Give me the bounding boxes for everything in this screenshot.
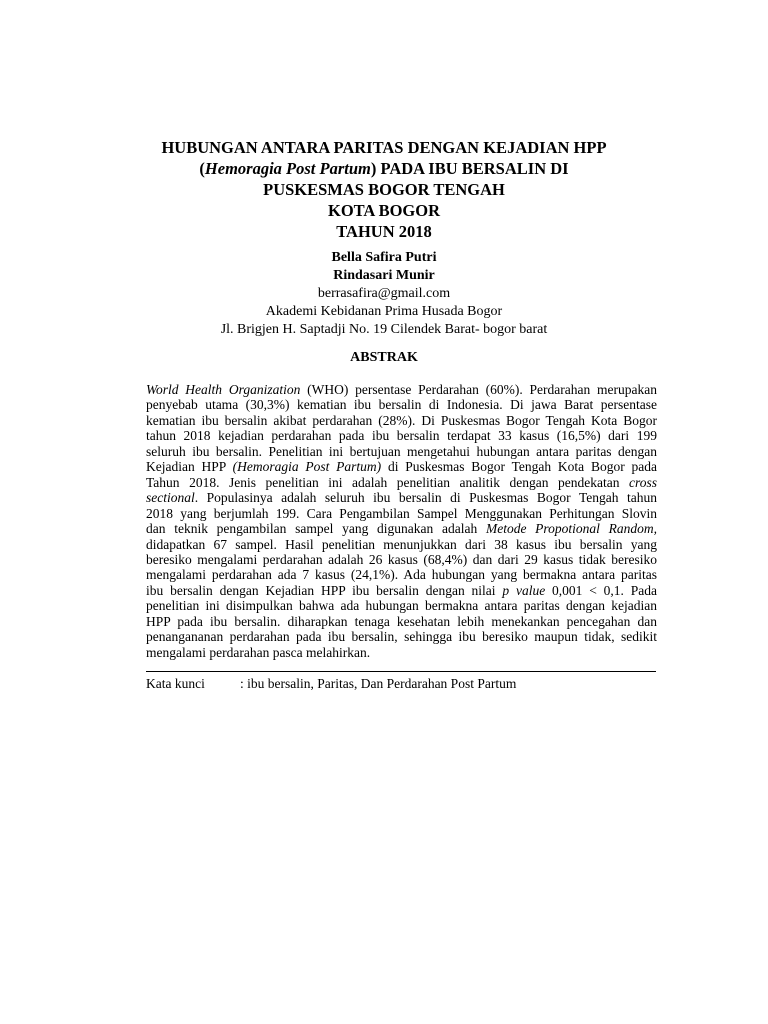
abstract-line: ibu bersalin dengan Kejadian HPP ibu bersalin dengan nilai p value 0,001 < 0,1. Pada [146,582,657,598]
abstract-line: beresiko mengalami perdarahan adalah 26 kasus (68,4%) dan dari 29 kasus tidak beresiko [146,551,657,567]
author-email: berrasafira@gmail.com [317,286,451,301]
author-block [120,249,648,339]
author-address: Jl. Brigjen H. Saptadji No. 19 Cilendek Barat- bogor barat [220,322,548,337]
abstract-line: seluruh ibu bersalin. Penelitian ini bertujuan mengetahui hubungan antara paritas dengan [146,443,657,459]
abstract-line: HPP pada ibu bersalin. diharapkan tenaga kesehatan lebih menekankan pencegahan dan [146,613,657,629]
title-line-5: TAHUN 2018 [336,222,432,241]
title-line-2: (Hemoragia Post Partum) PADA IBU BERSALIN DI [199,159,569,178]
author-institution: Akademi Kebidanan Prima Husada Bogor [265,304,503,319]
abstract-line: penangananan perdarahan pada ibu bersalin, sehingga ibu beresiko maupun tidak, sedikit [146,629,657,645]
keywords-label: Kata kunci [146,676,205,691]
abstract-line: tahun 2018 kejadian perdarahan pada ibu bersalin terdapat 33 kasus (16,5%) dari 199 [146,428,657,444]
author-name-2: Rindasari Munir [333,268,435,283]
title-line-3: PUSKESMAS BOGOR TENGAH [263,180,505,199]
abstract-heading: ABSTRAK [350,350,418,365]
abstract-line: penelitian ini disimpulkan bahwa ada hubungan bermakna antara paritas dengan kejadian [146,598,657,614]
keywords-line [146,676,516,692]
author-name-1: Bella Safira Putri [331,250,437,265]
abstract-line: didapatkan 67 sampel. Hasil penelitian menunjukkan dari 38 kasus ibu bersalin yang [146,536,657,552]
abstract-line: mengalami perdarahan pasca melahirkan. [146,644,371,660]
abstract-body [146,382,657,660]
abstract-line: mengalami perdarahan ada 7 kasus (24,1%). Ada hubungan yang bermakna antara paritas [146,567,657,583]
abstract-line: 2018 yang berjumlah 199. Cara Pengambilan Sampel Menggunakan Perhitungan Slovin [146,505,657,521]
abstract-line: World Health Organization (WHO) persentase Perdarahan (60%). Perdarahan merupakan [146,382,657,397]
title-line-1: HUBUNGAN ANTARA PARITAS DENGAN KEJADIAN HPP [161,138,607,157]
paper-title [120,137,648,242]
abstract-line: Tahun 2018. Jenis penelitian ini adalah penelitian analitik dengan pendekatan cross [146,474,657,490]
abstract-line: Kejadian HPP (Hemoragia Post Partum) di Puskesmas Bogor Tengah Kota Bogor pada [146,459,657,475]
title-line-4: KOTA BOGOR [327,201,440,220]
horizontal-rule [146,671,656,672]
abstract-line: kematian ibu bersalin akibat perdarahan (28%). Di Puskesmas Bogor Tengah Kota Bogor [146,412,657,428]
abstract-line: dan teknik pengambilan sampel yang digunakan adalah Metode Propotional Random, [146,521,657,537]
abstract-line: penyebab utama (30,3%) kematian ibu bersalin di Indonesia. Di jawa Barat persentase [146,397,657,413]
abstract-line: sectional. Populasinya adalah seluruh ibu bersalin di Puskesmas Bogor Tengah tahun [146,490,657,506]
keywords-value: : ibu bersalin, Paritas, Dan Perdarahan Post Partum [240,676,517,691]
